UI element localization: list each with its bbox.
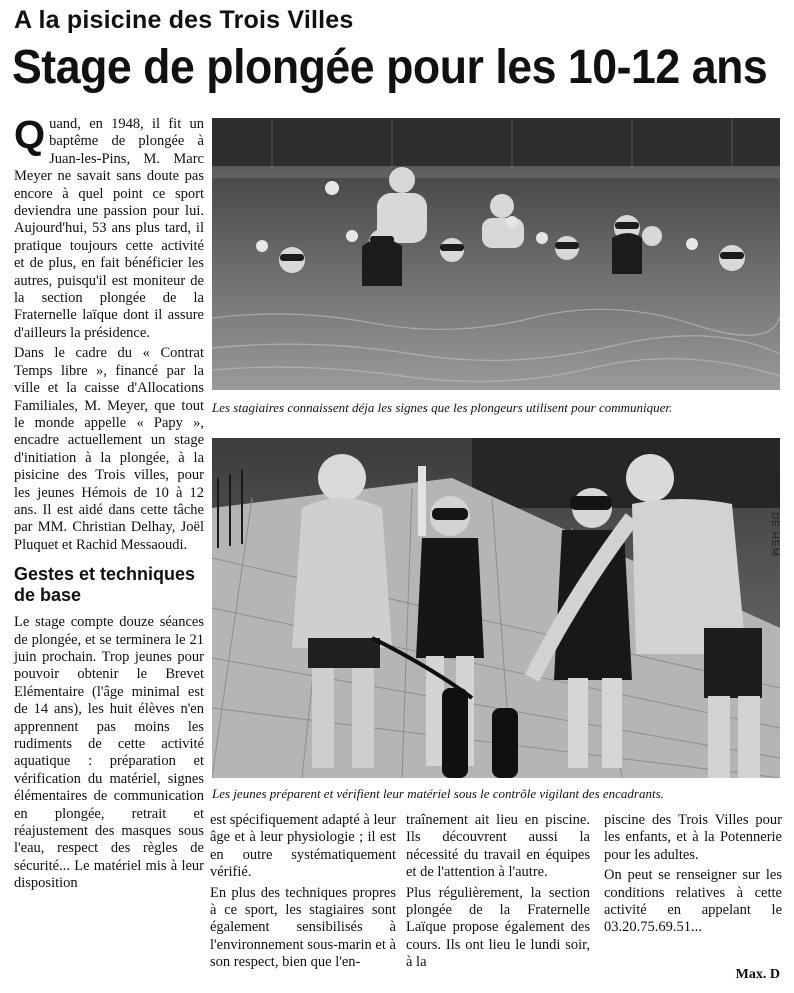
paragraph-contact: On peut se renseigner sur les conditions relatives à cette activité en appelant le 03.20.75.69.51... bbox=[604, 867, 782, 936]
author-signature: Max. D bbox=[735, 967, 780, 982]
subheading: Gestes et techniques de base bbox=[14, 564, 196, 606]
photo-group-in-pool-image bbox=[212, 118, 780, 390]
paragraph-techniques: En plus des techniques propres à ce sport, les stagiaires sont également sensibilisés à l'environnement sous-marin et à son respect, bien que l'en- bbox=[210, 884, 396, 971]
paragraph-piscine: piscine des Trois Villes pour les enfants, et à la Potennerie pour les adultes. bbox=[604, 812, 782, 863]
drop-cap: Q bbox=[14, 113, 46, 157]
photo-credit: VILLE DE HEM bbox=[769, 476, 780, 557]
photo-group-in-pool bbox=[212, 118, 780, 390]
paragraph-contrat: Dans le cadre du « Contrat Temps libre », financé par la ville et la caisse d'Allocations Familiales, M. Meyer, que tout le monde appelle « Papy », encadre actuellement un stage d'initiation à la plongée, à la pisicine des Trois villes, pour les jeunes Hémois de 10 à 12 ans. Il est aidé dans cette tâche par MM. Christian Delhay, Joël Pluquet et Rachid Messaoudi. bbox=[14, 345, 204, 553]
headline: Stage de plongée pour les 10-12 ans bbox=[12, 41, 768, 94]
photo-group-caption: Les stagiaires connaissent déja les signes que les plongeurs utilisent pour communiquer. bbox=[212, 400, 673, 415]
paragraph-stage: Le stage compte douze séances de plongée, et se terminera le 21 juin prochain. Trop jeunes pour pouvoir obtenir le Brevet Elémentaire (l'âge minimal est de 14 ans), les huit élèves n'en apprennent pas moins les rudiments de cette activité aquatique : préparation et vérification du matériel, signes élémentaires de communication en plongée, retrait et réajustement des masques sous l'eau, respect des règles de sécurité... Le matériel mis à leur disposition bbox=[14, 614, 204, 892]
article-column-4 bbox=[604, 812, 782, 940]
paragraph-materiel: est spécifiquement adapté à leur âge et à leur physiologie ; il est en outre systématiquement vérifié. bbox=[210, 812, 397, 881]
photo-equipment-check bbox=[212, 438, 780, 778]
article-column-2 bbox=[210, 812, 396, 975]
paragraph-cours: Plus régulièrement, la section plongée de la Fraternelle Laïque propose également des cours. Ils ont lieu le lundi soir, à la bbox=[406, 884, 590, 971]
paragraph-intro bbox=[14, 113, 204, 342]
photo-equipment-caption: Les jeunes préparent et vérifient leur matériel sous le contrôle vigilant des encadrants. bbox=[212, 786, 664, 801]
kicker: A la pisicine des Trois Villes bbox=[14, 6, 354, 34]
paragraph-entrainement: traînement ait lieu en piscine. Ils découvrent aussi la nécessité du travail en équipes et de l'attention à l'autre. bbox=[406, 812, 590, 881]
article-column-1 bbox=[14, 113, 204, 896]
photo-equipment-check-image bbox=[212, 438, 780, 778]
article-column-3 bbox=[406, 812, 590, 975]
intro-text: uand, en 1948, il fit un baptême de plongée à Juan-les-Pins, M. Marc Meyer ne savait sans doute pas encore à quel point ce sport deviendra une passion pour lui. Aujourd'hui, 53 ans plus tard, il pratique toujours cette activité et de plus, en fait bénéficier les autres, puisqu'il est moniteur de la section plongée de la Fraternelle laïque dont il assure d'ailleurs la présidence. bbox=[14, 116, 204, 341]
